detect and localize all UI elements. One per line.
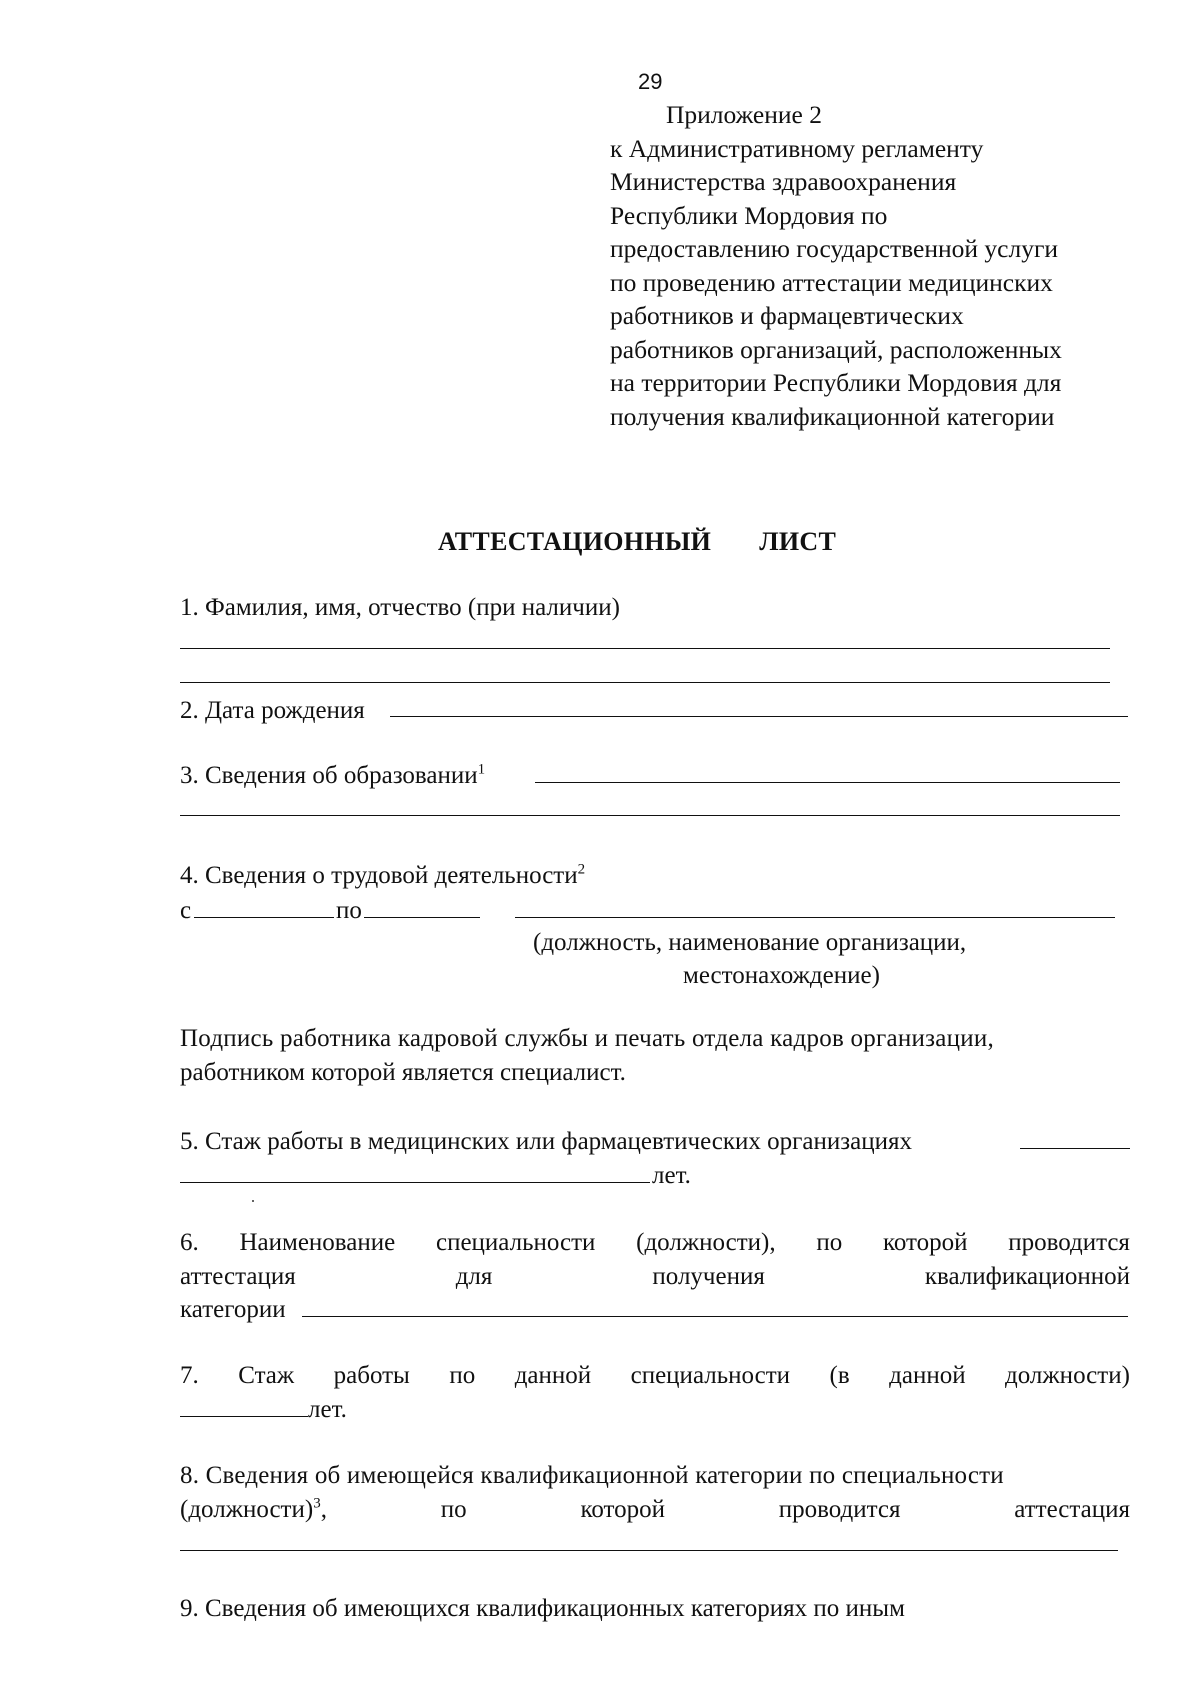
item-8-line [180,1494,1130,1525]
signature-text: Подпись работника кадровой службы и печать отдела кадров организации, [180,1025,994,1052]
item-7-word: (в [829,1362,850,1389]
item-6-word: которой [882,1229,968,1256]
title-word: ЛИСТ [759,527,837,556]
item-8-label: 8. Сведения об имеющейся квалификационной категории по специальности [180,1462,1004,1489]
item-7-word: 7. [180,1362,199,1389]
item-7-word: работы [333,1362,410,1389]
item-6-word: специальности [435,1229,596,1256]
item-3-label [180,760,485,791]
item-6-label: категории [180,1296,286,1323]
item-7-word: по [449,1362,476,1389]
specialty-experience-fill-line[interactable] [180,1416,308,1417]
work-to-fill-line[interactable] [364,917,480,918]
category-fill-line[interactable] [180,1550,1118,1551]
item-6-word: квалификационной [924,1263,1130,1290]
item-7-word: данной [514,1362,592,1389]
work-position-fill-line[interactable] [515,917,1115,918]
item-8-comma: , [320,1496,327,1523]
item-7-word: должности) [1005,1362,1130,1389]
item-4-text: 4. Сведения о трудовой деятельности [180,862,578,889]
document-title [438,526,836,559]
specialty-fill-line[interactable] [302,1316,1128,1317]
appendix-line: на территории Республики Мордовия для [610,368,1062,397]
item-8-word [180,1494,327,1525]
item-4-to-label: по [336,897,362,924]
item-8-word: аттестация [1014,1496,1130,1523]
item-7-unit: лет. [308,1396,347,1423]
item-1-fill-line[interactable] [180,648,1110,649]
item-6-word: получения [652,1263,765,1290]
item-4-from-label: с [180,897,192,924]
appendix-line: получения квалификационной категории [610,401,1055,431]
item-6-word: 6. [180,1229,199,1256]
education-fill-line[interactable] [535,782,1120,783]
footnote-marker: 3 [313,1495,321,1512]
item-6-word: аттестация [180,1263,296,1290]
footnote-marker: 2 [577,861,586,878]
appendix-line: предоставлению государственной услуги [610,234,1059,263]
appendix-header [610,98,1130,433]
appendix-line: Республики Мордовия по [610,200,888,230]
item-4-caption: местонахождение) [683,962,880,989]
item-3-text: 3. Сведения об образовании [180,762,478,789]
appendix-line: работников организаций, расположенных [610,334,1062,364]
scan-dot [252,1200,254,1202]
item-9-label: 9. Сведения об имеющихся квалификационных категориях по иным [180,1595,905,1622]
item-1-fill-line[interactable] [180,682,1110,683]
appendix-line: к Административному регламенту [610,133,984,163]
item-6-line [180,1227,1130,1258]
item-6-line [180,1261,1130,1292]
work-from-fill-line[interactable] [194,917,334,918]
page-number: 29 [638,69,663,94]
signature-text-line [180,1023,1132,1054]
signature-text: работником которой является специалист. [180,1059,626,1086]
item-8-word: проводится [778,1496,901,1523]
item-5-label: 5. Стаж работы в медицинских или фармацевтических организациях [180,1128,913,1155]
appendix-line: по проведению аттестации медицинских [610,267,1053,297]
item-8-word: которой [580,1496,665,1523]
appendix-line: Министерства здравоохранения [610,167,957,196]
title-word: АТТЕСТАЦИОННЫЙ [438,527,712,556]
item-7-word: данной [889,1362,966,1389]
item-8-text: (должности) [180,1496,314,1523]
item-6-word: по [816,1229,843,1256]
item-2-label: 2. Дата рождения [180,697,365,724]
item-4-caption: (должность, наименование организации, [533,929,967,956]
item-6-word: Наименование [239,1229,396,1256]
item-6-word: проводится [1008,1229,1130,1256]
item-7-line [180,1360,1130,1391]
education-fill-line[interactable] [180,815,1120,816]
item-8-word: по [440,1496,467,1523]
item-6-word: (должности), [636,1229,776,1256]
item-4-label [180,860,585,891]
item-7-word: Стаж [238,1362,295,1389]
experience-fill-line[interactable] [1020,1148,1130,1149]
experience-fill-line[interactable] [180,1182,650,1183]
item-5-unit: лет. [652,1162,691,1189]
item-1-label: 1. Фамилия, имя, отчество (при наличии) [180,594,620,621]
footnote-marker: 1 [477,761,486,778]
appendix-line: Приложение 2 [666,100,822,129]
item-7-word: специальности [630,1362,791,1389]
birth-date-fill-line[interactable] [390,716,1128,717]
item-6-word: для [455,1263,493,1290]
appendix-line: работников и фармацевтических [610,301,964,330]
